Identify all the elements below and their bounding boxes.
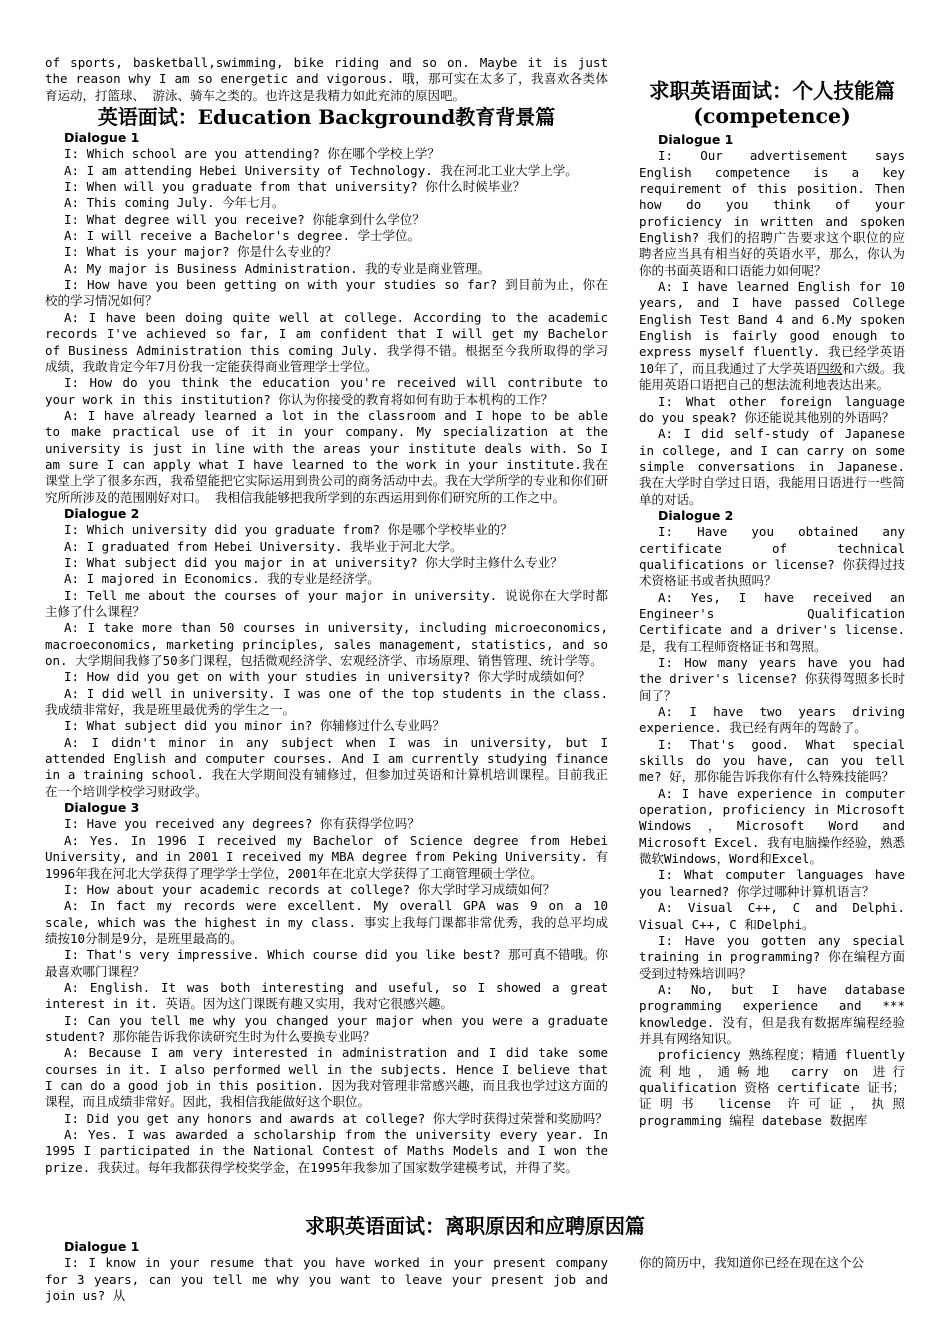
dialogue-line-text: 和六级。我能用英语口语把自己的想法流利地表达出来。 — [639, 360, 905, 393]
dialogue-line: I: What degree will you receive? 你能拿到什么学位？ — [64, 211, 425, 227]
dialogue-line: I: How do you think the education you're received will contribute to your work in this institution? 你认为你接受的教育将如何有助于本机构的工作？ — [45, 375, 608, 407]
dialogue-line: I: How about your academic records at college? 你大学时学习成绩如何？ — [64, 881, 556, 897]
dialogue-line: A: I didn't minor in any subject when I was in university, but I attended English and computer courses. And I am currently studying finance in a training school. 我在大学期间没有辅修过，但参加过英语和计算机培训课程。目前我正在一个培训学校学习财政学。 — [45, 734, 608, 799]
dialogue-line: A: Yes. I was awarded a scholarship from the university every year. In 1995 I participated in the National Contest of Maths Models and I won the prize. 我获过。每年我都获得学校奖学金，在1995年我参加了国家数学建模考试，并得了奖。 — [45, 1127, 608, 1175]
dialogue-line: A: Yes, I have received an Engineer's Qualification Certificate and a driver's license. 是，我有工程师资格证书和驾照。 — [639, 589, 905, 654]
dialogue-line: I: What is your major? 你是什么专业的？ — [64, 244, 338, 260]
dialogue-line: I: Have you gotten any special training in programming? 你在编程方面受到过特殊培训吗？ — [639, 932, 905, 981]
dialogue-line: I: How many years have you had the driver's license? 你获得驾照多长时间了？ — [639, 655, 905, 703]
dialogue-line: I: What computer languages have you learned? 你学过哪种计算机语言？ — [639, 867, 905, 899]
dialogue-line: A: I have been doing quite well at college. According to the academic records I've achieved so far, I am confident that I will get my Bachelor of Business Administration this coming July. 我学得不错。根据至今我所取得的学习成绩，我敢肯定今年7月份我一定能获得商业管理学士学位。 — [45, 309, 608, 374]
dialogue-line: I: What subject did you minor in? 你辅修过什么专业吗？ — [64, 718, 445, 734]
bottom-columns — [45, 1239, 905, 1304]
dialogue-line: I: How have you been getting on with your studies so far? 到目前为止，你在校的学习情况如何？ — [45, 277, 608, 309]
dialogue-line: A: I have two years driving experience. 我已经有两年的驾龄了。 — [639, 704, 905, 736]
dialogue-line: I: Have you received any degrees? 你有获得学位吗？ — [64, 816, 420, 832]
underlined-text: 四级 — [817, 360, 843, 376]
dialogue-line: I: Which university did you graduate from? 你是哪个学校毕业的？ — [64, 522, 513, 538]
bottom-section — [45, 1213, 905, 1304]
dialogue-title: Dialogue 1 — [64, 130, 140, 146]
intro-paragraph: of sports, basketball,swimming, bike riding and so on. Maybe it is just the reason why I am so energetic and vigorous. 哦，那可实在太多了，我喜欢各类体育运动，打篮球、 游泳、骑车之类的。也许这是我精力如此充沛的原因吧。 — [45, 55, 608, 103]
dialogue-line: I: That's good. What special skills do you have, can you tell me? 好，那你能告诉我你有什么特殊技能吗？ — [639, 736, 905, 785]
dialogue-line: A: I have already learned a lot in the classroom and I hope to be able to make practical use of it in your company. My specialization at the university is just in line with the areas your institute deals with. So I am sure I can apply what I have learned to the work in your institute.我在课堂上学了很多东西，我希望能把它实际运用到贵公司的商务活动中去。我在大学所学的专业和你们研究所所涉及的范围刚好对口。 我相信我能够把我所学到的东西运用到你们研究所的工作之中。 — [45, 407, 608, 505]
dialogue-line: I: What other foreign language do you speak? 你还能说其他别的外语吗？ — [639, 393, 905, 425]
section-heading-resignation: 求职英语面试：离职原因和应聘原因篇 — [305, 1214, 645, 1238]
dialogue-title: Dialogue 3 — [64, 800, 140, 816]
dialogue-line: A: My major is Business Administration. 我的专业是商业管理。 — [64, 260, 491, 276]
section-heading-competence: 求职英语面试：个人技能篇(competence) — [649, 79, 895, 128]
dialogue-line: I: Can you tell me why you changed your major when you were a graduate student? 那你能告诉我你读研究生时为什么要换专业吗？ — [45, 1012, 608, 1044]
dialogue-line: I: How did you get on with your studies in university? 你大学时成绩如何？ — [64, 669, 591, 685]
bottom-right-column — [639, 1239, 905, 1304]
dialogue-line — [639, 279, 905, 393]
dialogue-line: A: Because I am very interested in administration and I did take some courses in it. I also performed well in the subjects. Hence I believe that I can do a good job in this position. 因为我对管理非常感兴趣，而且我也学过这方面的课程，而且成绩非常好。因此，我相信我能做好这个职位。 — [45, 1045, 608, 1110]
dialogue-line: A: I am attending Hebei University of Technology. 我在河北工业大学上学。 — [64, 162, 578, 178]
dialogue-line: I: Have you obtained any certificate of technical qualifications or license? 你获得过技术资格证书或者执照吗？ — [639, 524, 905, 589]
dialogue-line: I: When will you graduate from that university? 你什么时候毕业？ — [64, 179, 526, 195]
dialogue-line: I: That's very impressive. Which course did you like best? 那可真不错哦。你最喜欢哪门课程？ — [45, 947, 609, 979]
dialogue-line: A: I take more than 50 courses in university, including microeconomics, macroeconomics, marketing principles, sales management, statistics, and so on. 大学期间我修了50多门课程，包括微观经济学、宏观经济学、市场原理、销售管理、统计学等。 — [45, 620, 608, 669]
dialogue-title: Dialogue 1 — [658, 132, 734, 147]
dialogue-line-text: A: I have learned English for 10 years, and I have passed College English Test Band 4 and 6.My spoken English is fairly good enough to express myself fluently. 我已经学英语10年了，而且我通过了大学英语 — [639, 279, 905, 376]
dialogue-line: I: I know in your resume that you have worked in your present company for 3 years, can you tell me why you want to leave your present job and join us? 从 — [45, 1255, 608, 1304]
dialogue-line: A: I will receive a Bachelor's degree. 学士学位。 — [64, 228, 420, 244]
dialogue-title: Dialogue 1 — [64, 1239, 140, 1254]
dialogue-line: A: In fact my records were excellent. My overall GPA was 9 on a 10 scale, which was the highest in my class. 事实上我每门课都非常优秀，我的总平均成绩按10分制是9分，是班里最高的。 — [45, 898, 608, 946]
left-column — [45, 55, 608, 1176]
dialogue-line: I: Which school are you attending? 你在哪个学校上学？ — [64, 146, 440, 162]
dialogue-line: A: No, but I have database programming experience and *** knowledge. 没有，但是我有数据库编程经验并具有网络知识。 — [639, 981, 905, 1046]
dialogue-line: I: Our advertisement says English competence is a key requirement of this position. Then how do you think of your proficiency in written and spoken English? 我们的招聘广告要求这个职位的应聘者应当具有相当好的英语水平，那么，你认为你的书面英语和口语能力如何呢？ — [639, 148, 905, 278]
right-column — [639, 79, 905, 1129]
dialogue-line: A: I majored in Economics. 我的专业是经济学。 — [64, 571, 380, 587]
dialogue-line: I: Did you get any honors and awards at college? 你大学时获得过荣誉和奖励吗？ — [64, 1110, 608, 1126]
dialogue-line: A: I did self-study of Japanese in college, and I can carry on some simple conversations in Japanese. 我在大学时自学过日语，我能用日语进行一些简单的对话。 — [639, 426, 905, 507]
dialogue-line: A: I graduated from Hebei University. 我毕业于河北大学。 — [64, 538, 463, 554]
spacer — [639, 1239, 905, 1255]
bottom-left-column — [45, 1239, 608, 1304]
dialogue-line: 你的简历中，我知道你已经在现在这个公 — [639, 1255, 865, 1271]
vocabulary-note: proficiency 熟练程度；精通 fluently 流利地，通畅地 carry on 进行 qualification 资格 certificate 证书；证明书 license 许可证，执照 programming 编程 datebase 数据库 — [639, 1047, 905, 1128]
dialogue-line: A: English. It was both interesting and useful, so I showed a great interest in it. 英语。因为这门课既有趣又实用，我对它很感兴趣。 — [45, 979, 608, 1012]
dialogue-line: I: What subject did you major in at university? 你大学时主修什么专业？ — [64, 554, 563, 570]
section-heading-education: 英语面试：Education Background教育背景篇 — [97, 105, 556, 130]
dialogue-line: A: Yes. In 1996 I received my Bachelor of Science degree from Hebei University, and in 2001 I received my MBA degree from Peking University. 有1996年我在河北大学获得了理学学士学位，2001年在北京大学获得了工商管理硕士学位。 — [45, 832, 608, 881]
dialogue-line: A: This coming July. 今年七月。 — [64, 195, 285, 211]
dialogue-title: Dialogue 2 — [658, 507, 734, 523]
dialogue-title: Dialogue 2 — [64, 505, 140, 521]
dialogue-line: I: Tell me about the courses of your major in university. 说说你在大学时都主修了什么课程？ — [45, 587, 608, 619]
dialogue-line: A: I have experience in computer operation, proficiency in Microsoft Windows，Microsoft Word and Microsoft Excel. 我有电脑操作经验，熟悉微软Windows，Word和Excel。 — [639, 785, 905, 867]
dialogue-line: A: Visual C++, C and Delphi. Visual C++, C 和Delphi。 — [639, 900, 905, 932]
dialogue-line: A: I did well in university. I was one of the top students in the class. 我成绩非常好，我是班里最优秀的学生之一。 — [45, 685, 608, 718]
